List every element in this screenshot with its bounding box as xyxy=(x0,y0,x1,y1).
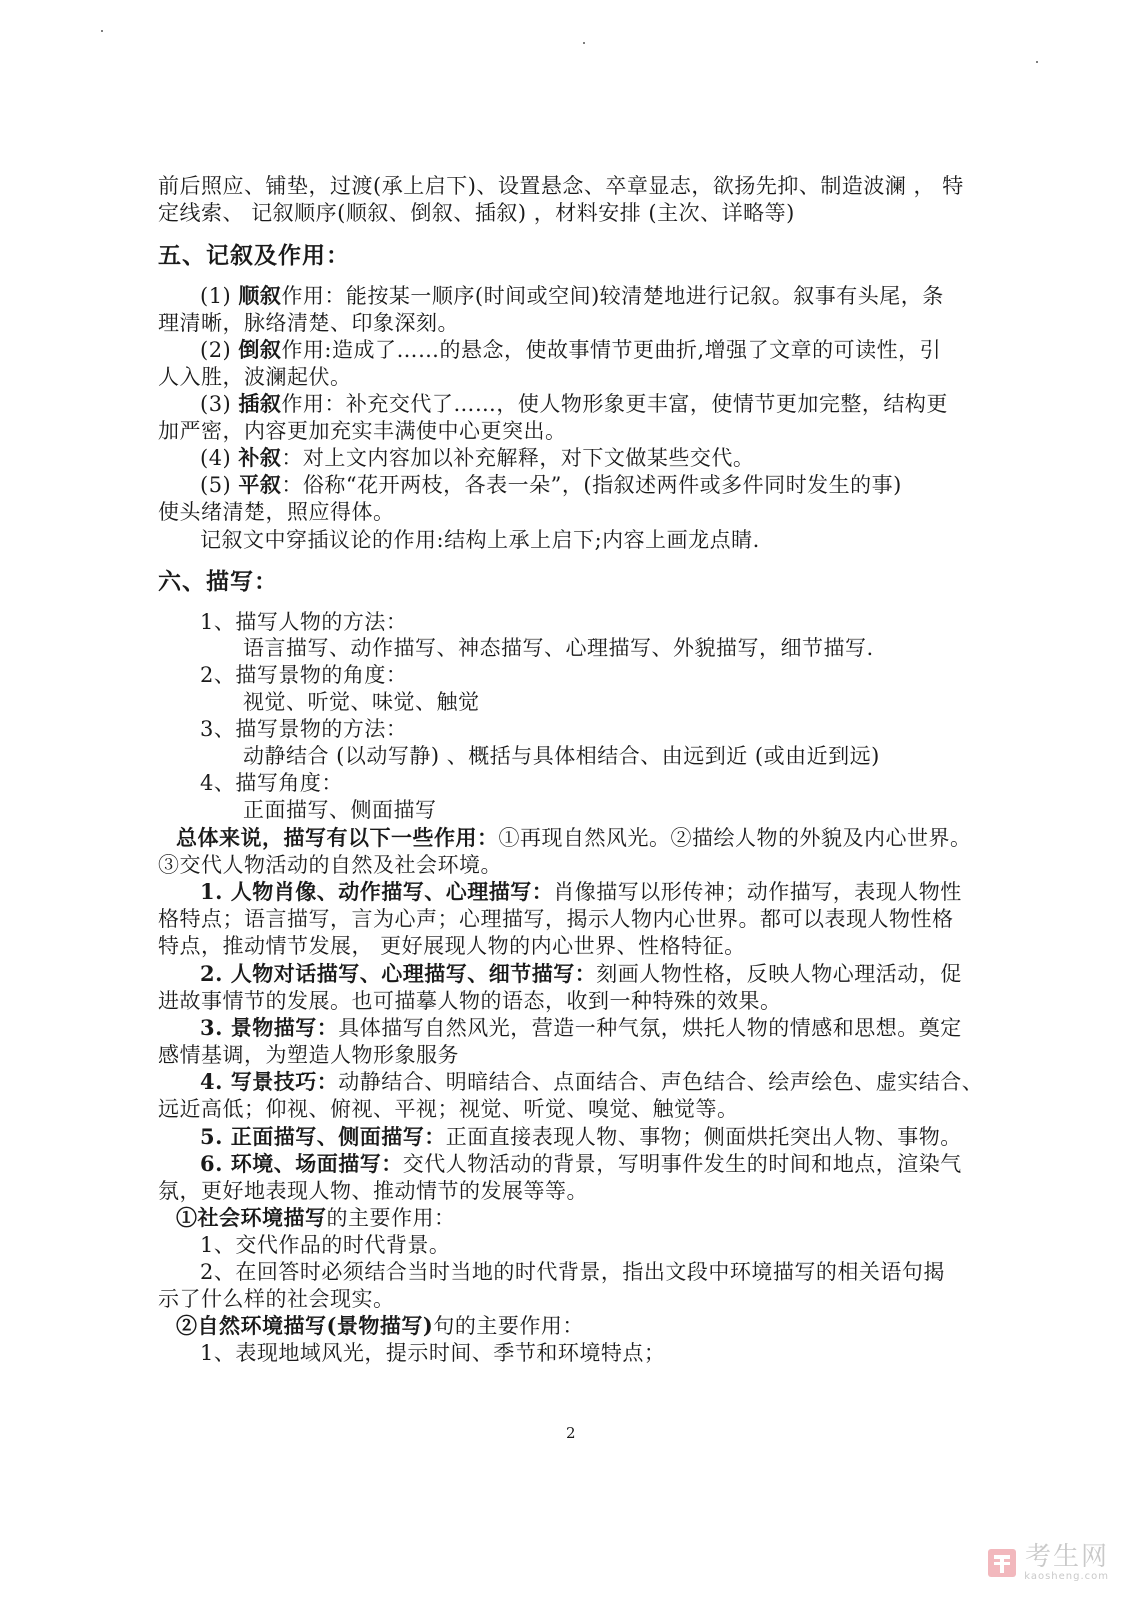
method-1-title: 1、描写人物的方法： xyxy=(200,610,408,634)
nature-env-item-1: 1、表现地域风光，提示时间、季节和环境特点； xyxy=(200,1341,666,1365)
daoxu-line-1: (2) 倒叙作用:造成了……的悬念，使故事情节更曲折,增强了文章的可读性，引 xyxy=(200,337,942,362)
scan-speck xyxy=(1036,61,1038,63)
nature-env-heading: ②自然环境描写(景物描写)句的主要作用： xyxy=(176,1313,584,1338)
social-env-item-2-line-2: 示了什么样的社会现实。 xyxy=(158,1287,395,1311)
watermark-name: 考生网 xyxy=(1024,1542,1109,1572)
shunxu-line-2: 理清晰，脉络清楚、印象深刻。 xyxy=(158,311,459,335)
method-1-text: 语言描写、动作描写、神态描写、心理描写、外貌描写，细节描写. xyxy=(243,636,874,660)
page-number: 2 xyxy=(566,1424,576,1442)
method-3-text: 动静结合 (以动写静) 、概括与具体相结合、由远到近 (或由近到远) xyxy=(243,744,880,768)
chaxu-line-2: 加严密，内容更加充实丰满使中心更突出。 xyxy=(158,419,567,443)
method-2-text: 视觉、听觉、味觉、触觉 xyxy=(243,690,480,714)
method-3-title: 3、描写景物的方法： xyxy=(200,717,408,741)
pingxu-line-2: 使头绪清楚，照应得体。 xyxy=(158,500,395,524)
section-6-heading: 六、描写： xyxy=(158,568,278,595)
point-1-line-3: 特点，推动情节发展， 更好展现人物的内心世界、性格特征。 xyxy=(158,934,746,958)
method-4-text: 正面描写、侧面描写 xyxy=(243,798,437,822)
site-logo-icon xyxy=(986,1547,1018,1579)
point-2-line-1: 2. 人物对话描写、心理描写、细节描写：刻画人物性格，反映人物心理活动，促 xyxy=(200,961,962,986)
chaxu-line-1: (3) 插叙作用：补充交代了……，使人物形象更丰富，使情节更加完整，结构更 xyxy=(200,391,948,416)
scan-speck xyxy=(101,30,103,32)
intro-line-2: 定线索、 记叙顺序(顺叙、倒叙、插叙) ，材料安排 (主次、详略等) xyxy=(158,201,795,225)
daoxu-line-2: 人入胜，波澜起伏。 xyxy=(158,365,352,389)
summary-line-1: 总体来说，描写有以下一些作用：①再现自然风光。②描绘人物的外貌及内心世界。 xyxy=(176,825,972,850)
point-4-line-2: 远近高低；仰视、俯视、平视；视觉、听觉、嗅觉、触觉等。 xyxy=(158,1097,739,1121)
pingxu-line-1: (5) 平叙：俗称“花开两枝，各表一朵”，(指叙述两件或多件同时发生的事) xyxy=(200,472,902,497)
yilun-line: 记叙文中穿插议论的作用:结构上承上启下;内容上画龙点睛. xyxy=(200,528,760,552)
intro-line-1: 前后照应、铺垫，过渡(承上启下)、设置悬念、卒章显志，欲扬先抑、制造波澜 ， 特 xyxy=(158,174,964,198)
point-3-line-2: 感情基调，为塑造人物形象服务 xyxy=(158,1043,459,1067)
scan-speck xyxy=(583,42,585,44)
point-5-line: 5. 正面描写、侧面描写：正面直接表现人物、事物；侧面烘托突出人物、事物。 xyxy=(200,1124,962,1149)
point-1-line-2: 格特点；语言描写，言为心声；心理描写，揭示人物内心世界。都可以表现人物性格 xyxy=(158,907,954,931)
method-2-title: 2、描写景物的角度： xyxy=(200,663,408,687)
summary-line-2: ③交代人物活动的自然及社会环境。 xyxy=(158,853,502,877)
social-env-item-2-line-1: 2、在回答时必须结合当时当地的时代背景，指出文段中环境描写的相关语句揭 xyxy=(200,1260,945,1284)
point-1-line-1: 1. 人物肖像、动作描写、心理描写：肖像描写以形传神；动作描写，表现人物性 xyxy=(200,879,962,904)
shunxu-line-1: (1) 顺叙作用：能按某一顺序(时间或空间)较清楚地进行记叙。叙事有头尾，条 xyxy=(200,283,944,308)
point-3-line-1: 3. 景物描写：具体描写自然风光，营造一种气氛，烘托人物的情感和思想。奠定 xyxy=(200,1015,962,1040)
watermark xyxy=(986,1543,1109,1582)
section-5-heading: 五、记叙及作用： xyxy=(158,242,350,269)
point-2-line-2: 进故事情节的发展。也可描摹人物的语态，收到一种特殊的效果。 xyxy=(158,989,782,1013)
point-6-line-2: 氛，更好地表现人物、推动情节的发展等等。 xyxy=(158,1179,588,1203)
social-env-heading: ①社会环境描写的主要作用： xyxy=(176,1205,456,1230)
point-6-line-1: 6. 环境、场面描写：交代人物活动的背景，写明事件发生的时间和地点，渲染气 xyxy=(200,1151,962,1176)
method-4-title: 4、描写角度： xyxy=(200,771,343,795)
social-env-item-1: 1、交代作品的时代背景。 xyxy=(200,1233,451,1257)
point-4-line-1: 4. 写景技巧：动静结合、明暗结合、点面结合、声色结合、绘声绘色、虚实结合、 xyxy=(200,1069,984,1094)
buxu-line: (4) 补叙：对上文内容加以补充解释，对下文做某些交代。 xyxy=(200,445,755,470)
watermark-url: kaosheng.com xyxy=(1024,1571,1109,1582)
